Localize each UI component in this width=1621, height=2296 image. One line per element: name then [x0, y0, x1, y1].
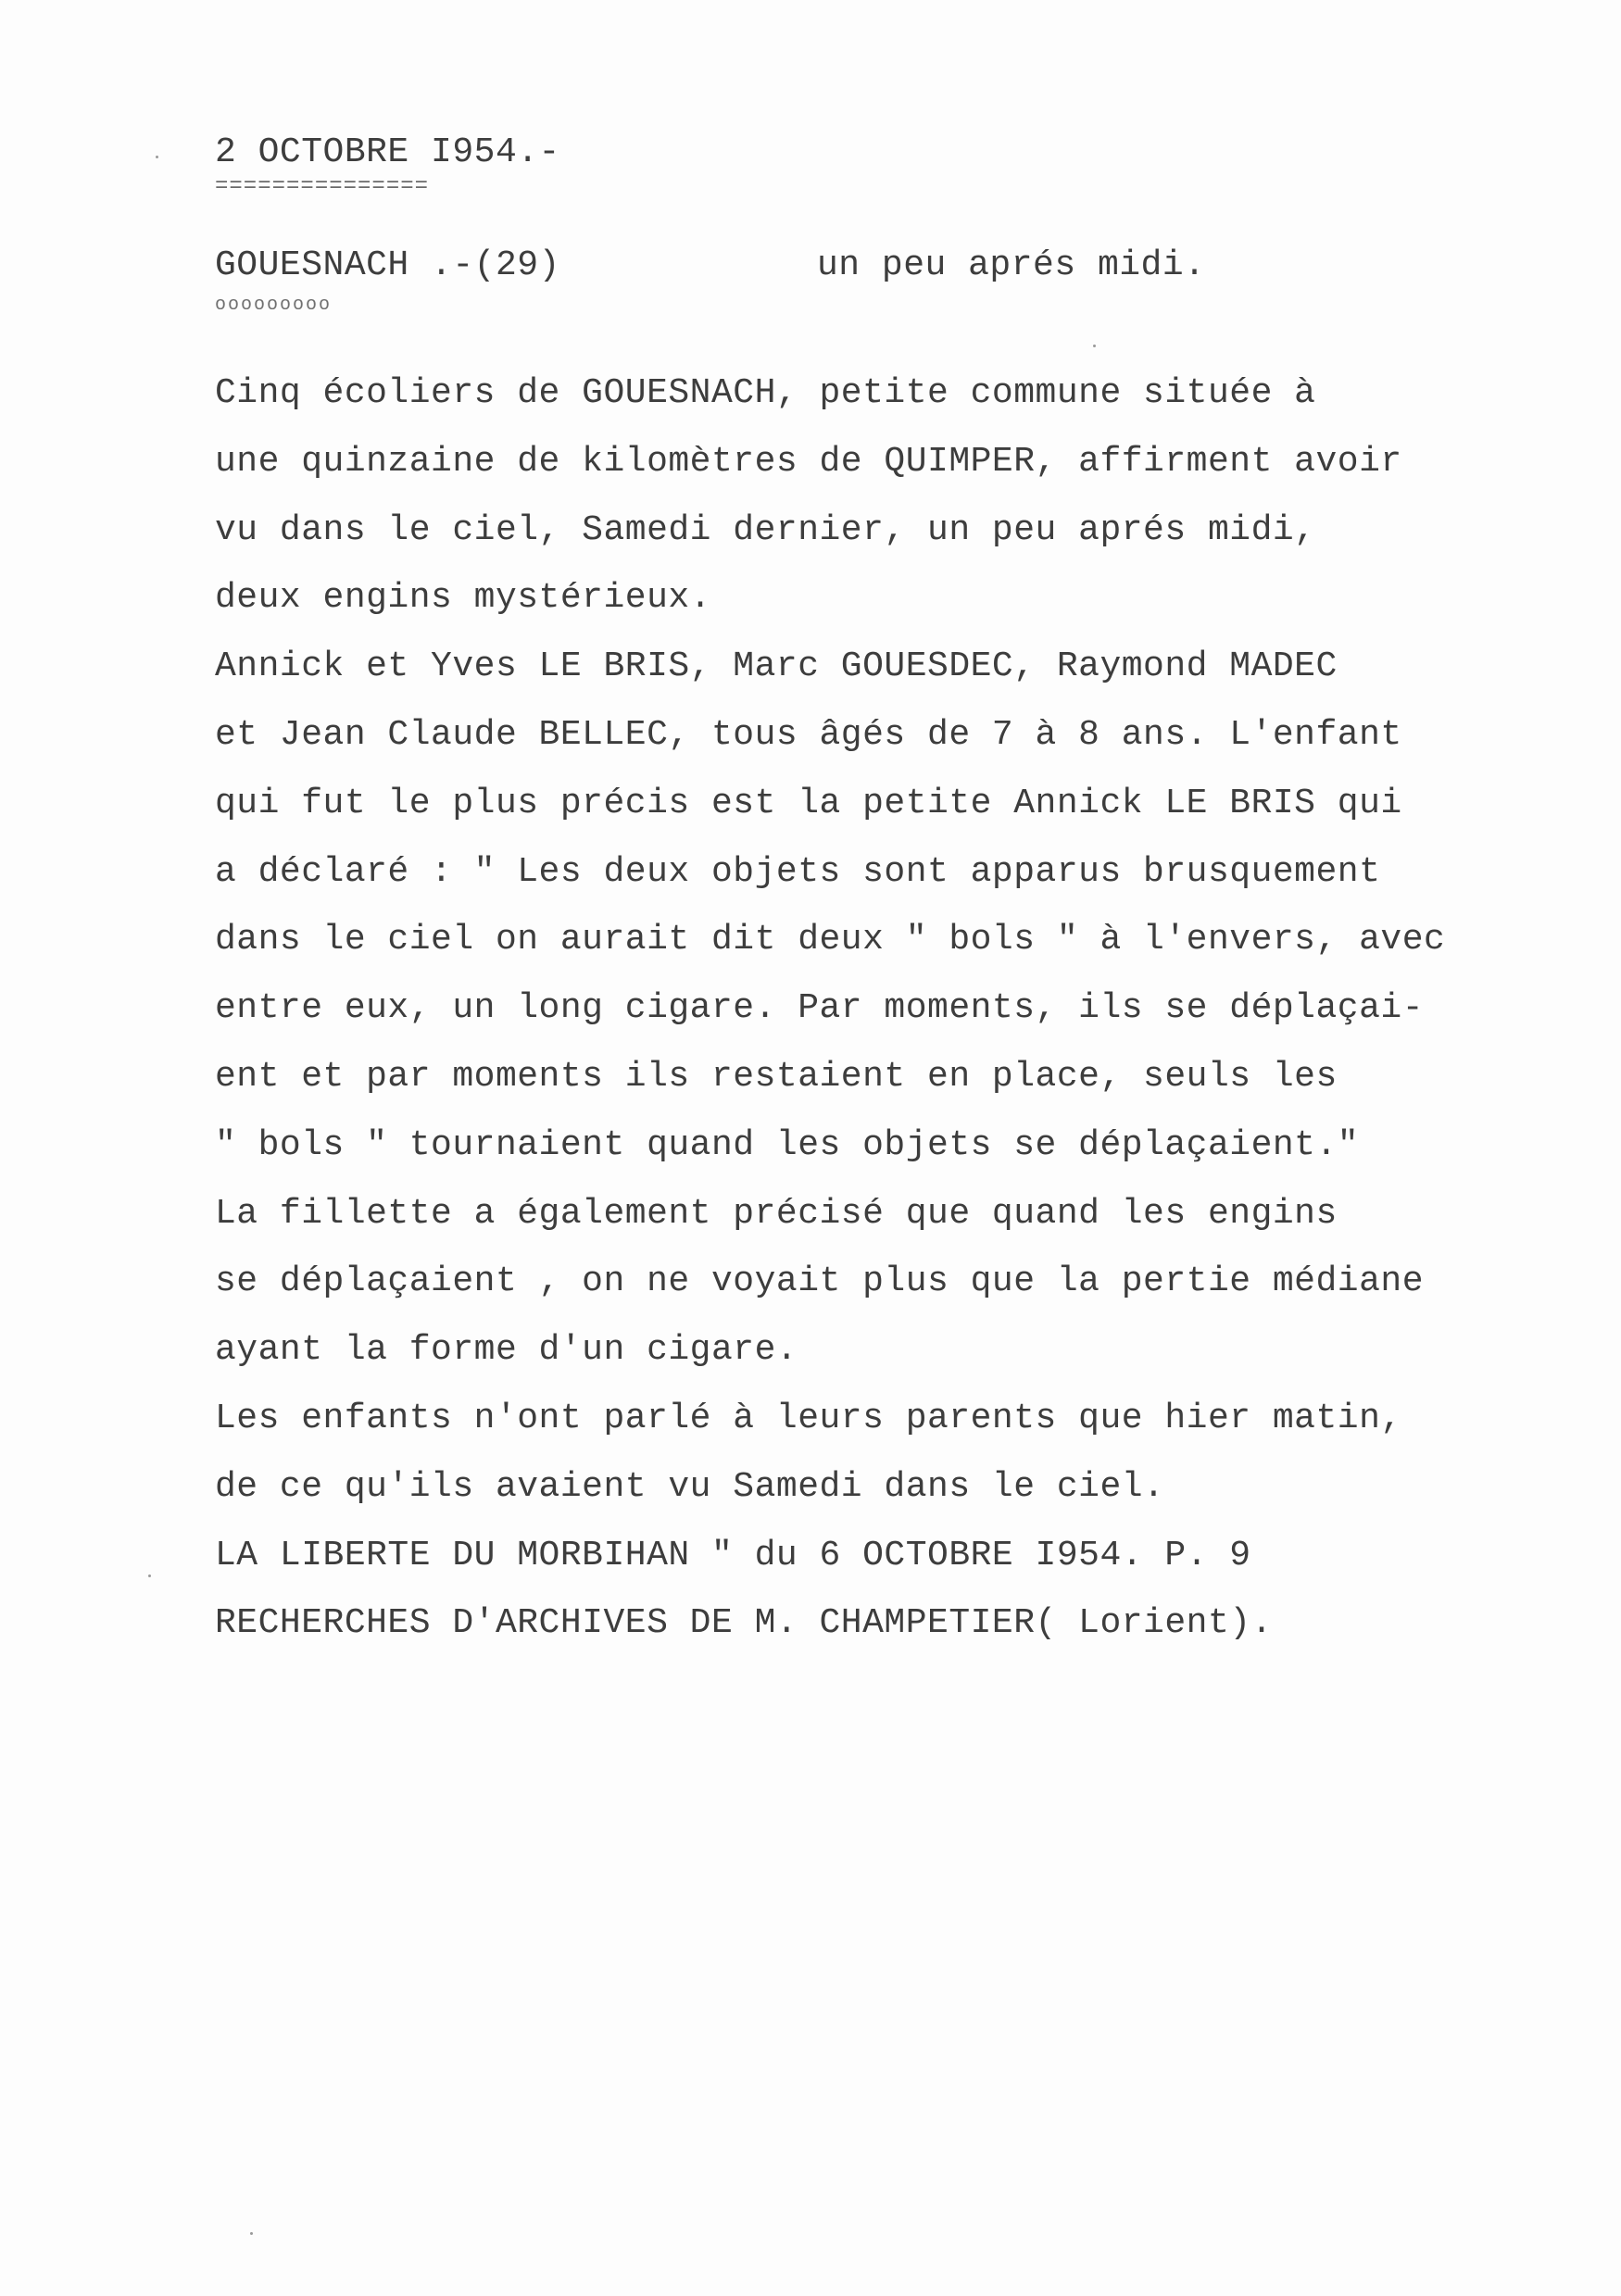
body-line: La fillette a également précisé que quand les engins — [215, 1193, 1338, 1234]
body-line: qui fut le plus précis est la petite Annick LE BRIS qui — [215, 783, 1402, 823]
body-line: se déplaçaient , on ne voyait plus que la pertie médiane — [215, 1261, 1425, 1302]
body-line: dans le ciel on aurait dit deux " bols " à l'envers, avec — [215, 920, 1446, 960]
body-line: une quinzaine de kilomètres de QUIMPER, affirment avoir — [215, 441, 1402, 482]
time-note: un peu aprés midi. — [817, 245, 1206, 285]
body-line: de ce qu'ils avaient vu Samedi dans le ciel. — [215, 1466, 1165, 1507]
place-heading: GOUESNACH .-(29) — [215, 245, 560, 285]
body-line: Annick et Yves LE BRIS, Marc GOUESDEC, Raymond MADEC — [215, 646, 1338, 687]
body-line: entre eux, un long cigare. Par moments, ils se déplaçai- — [215, 988, 1425, 1029]
paper-speck — [1093, 345, 1096, 347]
body-line: Cinq écoliers de GOUESNACH, petite commune située à — [215, 373, 1316, 413]
body-line: ayant la forme d'un cigare. — [215, 1330, 798, 1371]
body-line: Les enfants n'ont parlé à leurs parents que hier matin, — [215, 1398, 1402, 1438]
body-line: et Jean Claude BELLEC, tous âgés de 7 à 8 ans. L'enfant — [215, 714, 1402, 755]
paper-speck — [148, 1575, 151, 1577]
date-heading: 2 OCTOBRE I954.- — [215, 132, 560, 172]
place-underline: ooooooooo — [215, 295, 333, 316]
body-line: ent et par moments ils restaient en place, seuls les — [215, 1056, 1338, 1097]
date-underline: =============== — [215, 174, 430, 199]
body-line: deux engins mystérieux. — [215, 578, 711, 619]
body-line: a déclaré : " Les deux objets sont apparus brusquement — [215, 851, 1381, 892]
article-body — [215, 359, 1445, 1658]
archive-credit: RECHERCHES D'ARCHIVES DE M. CHAMPETIER( Lorient). — [215, 1603, 1273, 1644]
paper-speck — [250, 2232, 253, 2235]
body-line: vu dans le ciel, Samedi dernier, un peu aprés midi, — [215, 509, 1316, 550]
body-line: " bols " tournaient quand les objets se déplaçaient." — [215, 1124, 1360, 1165]
source-citation: LA LIBERTE DU MORBIHAN " du 6 OCTOBRE I954. P. 9 — [215, 1535, 1251, 1575]
paper-speck — [156, 156, 158, 158]
